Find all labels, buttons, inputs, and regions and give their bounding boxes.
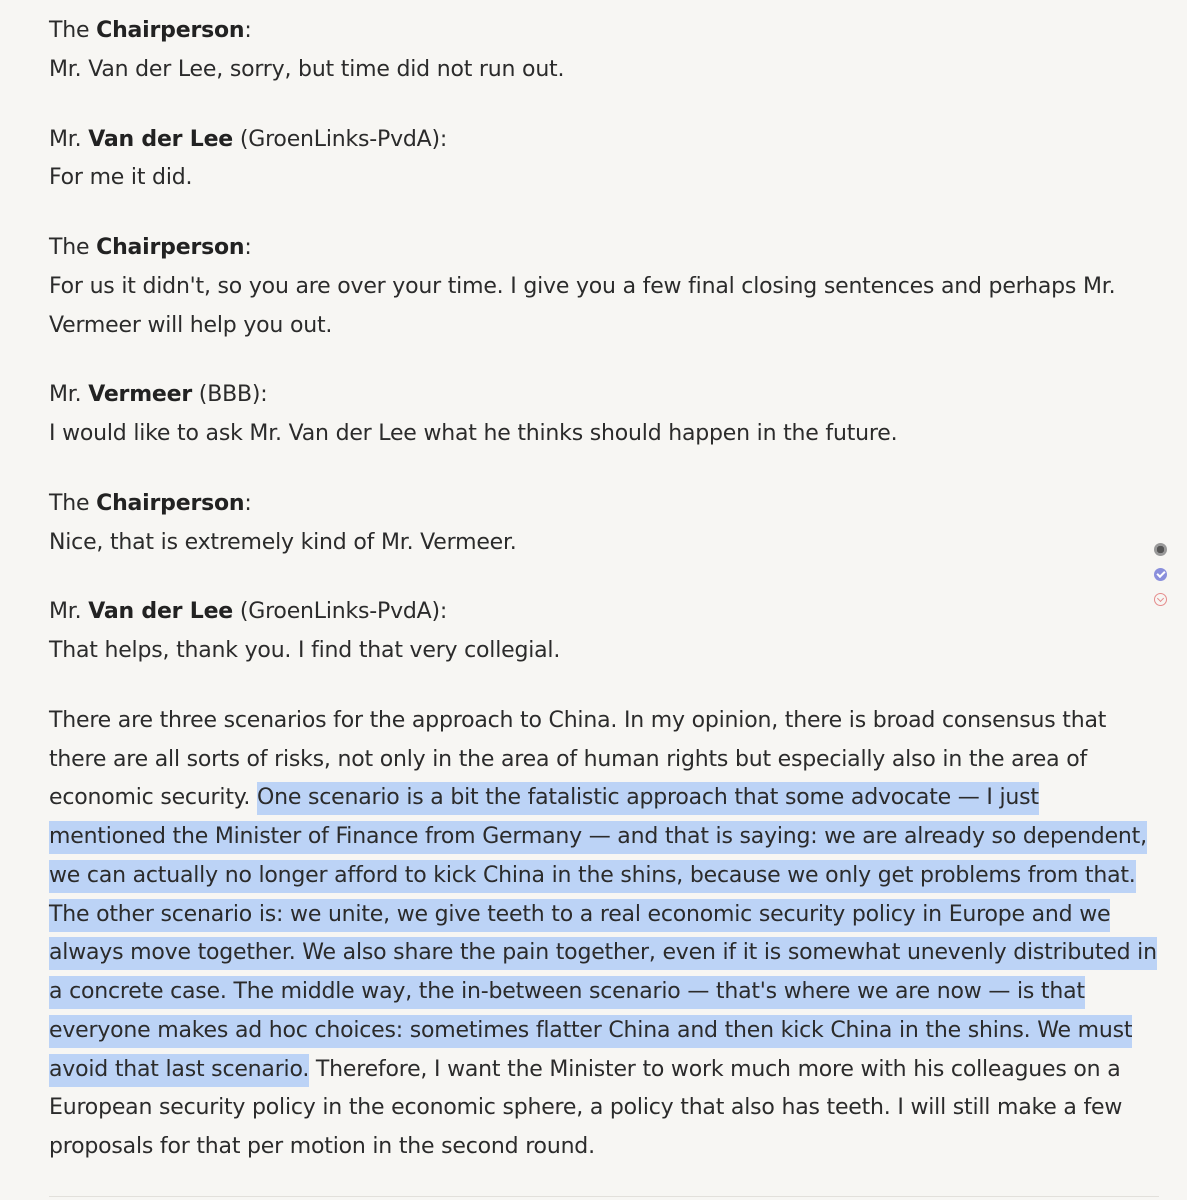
speech-block (49, 121, 1159, 199)
speaker-name: Van der Lee (88, 126, 234, 152)
speaker-title: The (49, 490, 97, 516)
selected-text-highlight[interactable]: One scenario is a bit the fatalistic approach that some advocate — I just mentioned the Minister of Finance from Germany — and that is saying: we are already so dependent, we can actually no longer afford to kick China in the shins, because we only get problems from that. The other scenario is: we unite, we give teeth to a real economic security policy in Europe and we always move together. We also share the pain together, even if it is somewhat unevenly distributed in a concrete case. The middle way, the in-between scenario — that's where we are now — is that everyone makes ad hoc choices: sometimes flatter China and then kick China in the shins. We must avoid that last scenario. (49, 782, 1157, 1086)
speaker-title: Mr. (49, 126, 89, 152)
speaker-party: : (244, 490, 252, 516)
speaker-line (49, 485, 1159, 524)
speaker-title: Mr. (49, 382, 89, 408)
speaker-line (49, 12, 1159, 51)
speech-block (49, 593, 1159, 671)
speech-text: Nice, that is extremely kind of Mr. Vermeer. (49, 529, 517, 555)
side-toolbar (1154, 543, 1170, 618)
paragraph-text-after: Therefore, I want the Minister to work much more with his colleagues on a European security policy in the economic sphere, a policy that also has teeth. I will still make a few proposals for that per motion in the second round. (49, 1056, 1123, 1159)
record-icon[interactable] (1154, 543, 1167, 556)
speaker-line (49, 593, 1159, 632)
speaker-name: Chairperson (96, 490, 245, 516)
closing-paragraph[interactable] (49, 702, 1159, 1167)
speaker-party: (GroenLinks-PvdA): (233, 126, 448, 152)
speaker-line (49, 229, 1159, 268)
speech-block (49, 229, 1159, 345)
speaker-line (49, 376, 1159, 415)
speaker-name: Vermeer (88, 382, 193, 408)
speech-text: I would like to ask Mr. Van der Lee what he thinks should happen in the future. (49, 421, 898, 446)
speech-block (49, 376, 1159, 454)
speech-block (49, 12, 1159, 90)
speaker-party: : (244, 235, 252, 260)
chevron-down-circle-icon[interactable] (1154, 593, 1167, 606)
paragraph-text-before: There are three scenarios for the approach to China. In my opinion, there is broad consensus that there are all sorts of risks, not only in the area of human rights but especially also in the area of economic security. (49, 707, 1107, 811)
speech-text: For us it didn't, so you are over your time. I give you a few final closing sentences and perhaps Mr. Vermeer will help you out. (49, 273, 1116, 338)
speech-text: Mr. Van der Lee, sorry, but time did not run out. (49, 56, 565, 82)
divider (49, 1196, 1159, 1197)
check-circle-icon[interactable] (1154, 568, 1167, 581)
speaker-party: (BBB): (192, 382, 268, 408)
speaker-name: Chairperson (96, 18, 245, 43)
speaker-title: The (49, 18, 97, 43)
speaker-party: (GroenLinks-PvdA): (233, 599, 448, 625)
speech-text: For me it did. (49, 165, 193, 191)
speech-block (49, 485, 1159, 563)
transcript-document (49, 12, 1159, 1167)
speaker-line (49, 121, 1159, 160)
speaker-name: Chairperson (96, 235, 245, 260)
speaker-title: Mr. (49, 599, 89, 625)
speaker-name: Van der Lee (88, 599, 234, 625)
speaker-title: The (49, 235, 97, 260)
speaker-party: : (244, 18, 252, 43)
speech-text: That helps, thank you. I find that very collegial. (49, 638, 561, 663)
